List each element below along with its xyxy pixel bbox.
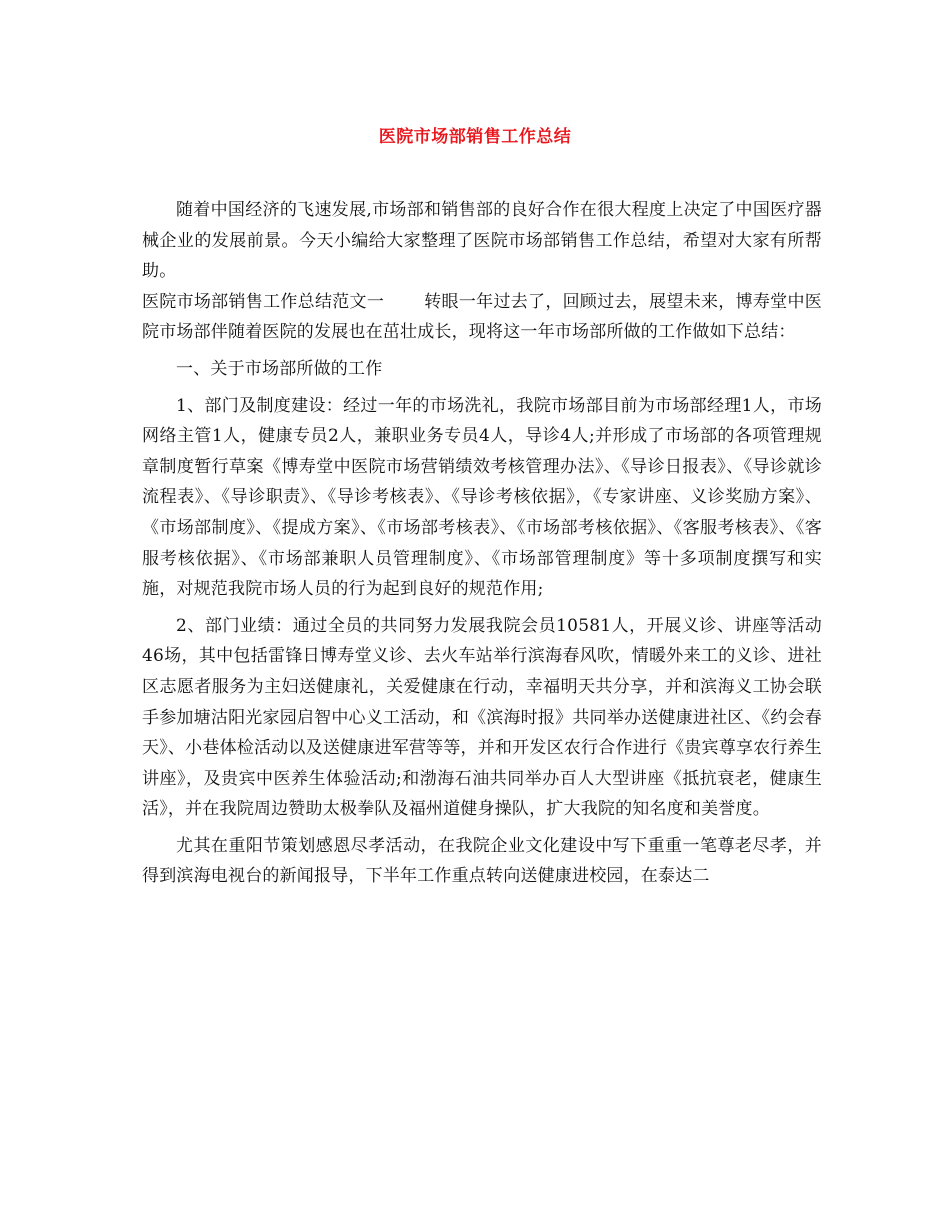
sample-paragraph xyxy=(142,287,822,348)
sample-lead: 转眼一年过去了，回顾过去，展望未来，博寿堂中医院市场部伴随着医院的发展也在茁壮成长，现将这一年市场部所做的工作做如下总结： xyxy=(142,291,822,343)
list-item-2: 2、部门业绩：通过全员的共同努力发展我院会员10581人，开展义诊、讲座等活动46场，其中包括雷锋日博寿堂义诊、去火车站举行滨海春风吹，情暖外来工的义诊、进社区志愿者服务为主妇送健康礼，关爱健康在行动，幸福明天共分享，并和滨海义工协会联手参加塘沽阳光家园启智中心义工活动，和《滨海时报》共同举办送健康进社区、《约会春天》、小巷体检活动以及送健康进军营等等，并和开发区农行合作进行《贵宾尊享农行养生讲座》，及贵宾中医养生体验活动;和渤海石油共同举办百人大型讲座《抵抗衰老，健康生活》，并在我院周边赞助太极拳队及福州道健身操队，扩大我院的知名度和美誉度。 xyxy=(142,615,822,820)
section-heading: 一、关于市场部所做的工作 xyxy=(176,358,383,379)
document-title: 医院市场部销售工作总结 xyxy=(378,127,572,147)
list-item-1: 1、部门及制度建设：经过一年的市场洗礼，我院市场部目前为市场部经理1人，市场网络主管1人，健康专员2人，兼职业务专员4人，导诊4人;并形成了市场部的各项管理规章制度暂行草案《博寿堂中医院市场营销绩效考核管理办法》、《导诊日报表》、《导诊就诊流程表》、《导诊职责》、《导诊考核表》、《导诊考核依据》，《专家讲座、义诊奖励方案》、《市场部制度》、《提成方案》、《市场部考核表》、《市场部考核依据》、《客服考核表》、《客服考核依据》、《市场部兼职人员管理制度》、《市场部管理制度》等十多项制度撰写和实施，对规范我院市场人员的行为起到良好的规范作用; xyxy=(142,395,822,600)
sample-heading: 医院市场部销售工作总结范文一 xyxy=(142,291,385,312)
document-body xyxy=(142,195,822,892)
intro-paragraph: 随着中国经济的飞速发展,市场部和销售部的良好合作在很大程度上决定了中国医疗器械企业的发展前景。今天小编给大家整理了医院市场部销售工作总结，希望对大家有所帮助。 xyxy=(142,200,822,282)
closing-paragraph: 尤其在重阳节策划感恩尽孝活动，在我院企业文化建设中写下重重一笔尊老尽孝，并得到滨海电视台的新闻报导，下半年工作重点转向送健康进校园，在泰达二 xyxy=(142,835,822,887)
